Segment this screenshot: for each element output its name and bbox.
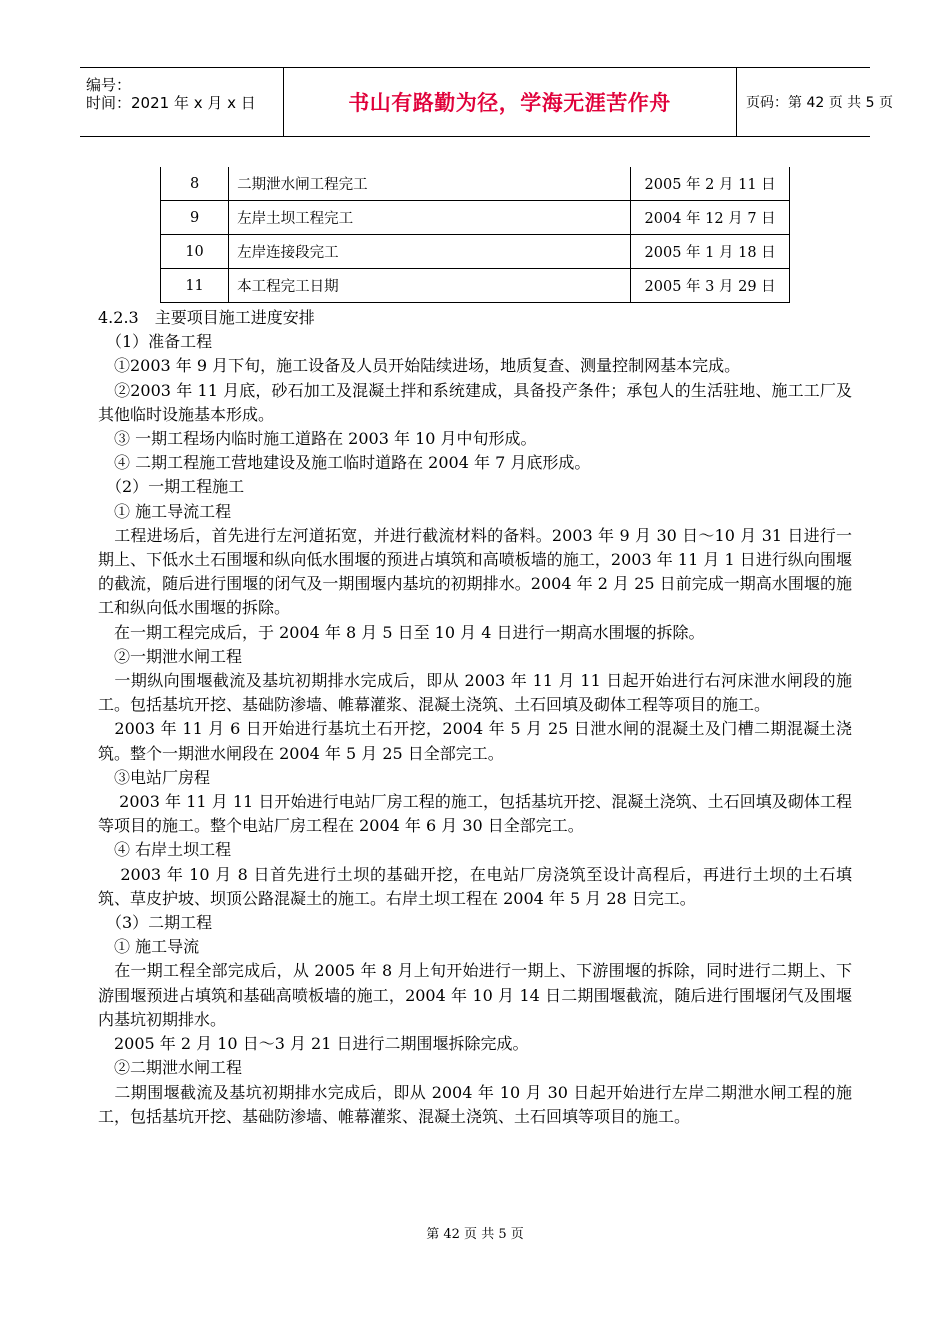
- row-date: 2005 年 1 月 18 日: [631, 235, 790, 269]
- paragraph: 2003 年 10 月 8 日首先进行土坝的基础开挖，在电站厂房浇筑至设计高程后，再进行土坝的土石填筑、草皮护坡、坝顶公路混凝土的施工。右岸土坝工程在 2004 年 5 月 28 日完工。: [98, 864, 852, 908]
- document-number-label: 编号：: [86, 76, 132, 94]
- paragraph: 一期纵向围堰截流及基坑初期排水完成后，即从 2003 年 11 月 11 日起开始进行右河床泄水闸段的施工。包括基坑开挖、基础防渗墙、帷幕灌浆、混凝土浇筑、土石回填及砌体工程等项目的施工。: [98, 671, 852, 715]
- row-number: 8: [161, 167, 229, 201]
- paragraph: 工程进场后，首先进行左河道拓宽，并进行截流材料的备料。2003 年 9 月 30 日～10 月 31 日进行一期上、下低水土石围堰和纵向低水围堰的预进占填筑和高喷板墙的施工，2003 年 11 月 1 日进行纵向围堰的截流，随后进行围堰的闭气及一期围堰内基坑的初期排水。2004 年 2 月 25 日前完成一期高水围堰的施工和纵向低水围堰的拆除。: [98, 525, 852, 618]
- row-milestone: 二期泄水闸工程完工: [229, 167, 631, 201]
- body-text: [98, 306, 852, 1129]
- schedule-table: [160, 167, 790, 303]
- paragraph: 二期围堰截流及基坑初期排水完成后，即从 2004 年 10 月 30 日起开始进行左岸二期泄水闸工程的施工，包括基坑开挖、基础防渗墙、帷幕灌浆、混凝土浇筑、土石回填等项目的施工。: [98, 1082, 852, 1126]
- row-number: 11: [161, 269, 229, 303]
- row-date: 2004 年 12 月 7 日: [631, 201, 790, 235]
- table-row: [161, 167, 790, 201]
- paragraph: ①2003 年 9 月下旬，施工设备及人员开始陆续进场，地质复查、测量控制网基本完成。: [98, 356, 741, 376]
- header-page-info: 页码：第 42 页 共 5 页: [746, 95, 893, 111]
- row-milestone: 左岸土坝工程完工: [229, 201, 631, 235]
- paragraph: 2003 年 11 月 6 日开始进行基坑土石开挖，2004 年 5 月 25 日泄水闸的混凝土及门槽二期混凝土浇筑。整个一期泄水闸段在 2004 年 5 月 25 日全部完工。: [98, 719, 852, 763]
- paragraph: ③ 一期工程场内临时施工道路在 2003 年 10 月中旬形成。: [98, 429, 537, 449]
- row-date: 2005 年 2 月 11 日: [631, 167, 790, 201]
- subsection-heading: （1）准备工程: [98, 332, 213, 352]
- paragraph: 在一期工程完成后，于 2004 年 8 月 5 日至 10 月 4 日进行一期高水围堰的拆除。: [98, 622, 705, 642]
- item-heading: ① 施工导流: [98, 937, 200, 957]
- row-date: 2005 年 3 月 29 日: [631, 269, 790, 303]
- table-row: [161, 235, 790, 269]
- row-milestone: 本工程完工日期: [229, 269, 631, 303]
- header-motto: 书山有路勤为径，学海无涯苦作舟: [283, 68, 737, 136]
- paragraph: 2003 年 11 月 11 日开始进行电站厂房工程的施工，包括基坑开挖、混凝土浇筑、土石回填及砌体工程等项目的施工。整个电站厂房工程在 2004 年 6 月 30 日全部完工。: [98, 792, 852, 836]
- row-number: 10: [161, 235, 229, 269]
- item-heading: ②二期泄水闸工程: [98, 1058, 243, 1078]
- item-heading: ④ 右岸土坝工程: [98, 840, 232, 860]
- paragraph: ②2003 年 11 月底，砂石加工及混凝土拌和系统建成，具备投产条件；承包人的生活驻地、施工工厂及其他临时设施基本形成。: [98, 380, 852, 424]
- subsection-heading: （3）二期工程: [98, 913, 213, 933]
- item-heading: ① 施工导流工程: [98, 501, 232, 521]
- document-date-label: 时间：2021 年 x 月 x 日: [86, 94, 256, 112]
- table-row: [161, 269, 790, 303]
- paragraph: 2005 年 2 月 10 日～3 月 21 日进行二期围堰拆除完成。: [98, 1034, 529, 1054]
- row-number: 9: [161, 201, 229, 235]
- item-heading: ②一期泄水闸工程: [98, 646, 243, 666]
- row-milestone: 左岸连接段完工: [229, 235, 631, 269]
- table-row: [161, 201, 790, 235]
- paragraph: 在一期工程全部完成后，从 2005 年 8 月上旬开始进行一期上、下游围堰的拆除，同时进行二期上、下游围堰预进占填筑和基础高喷板墙的施工，2004 年 10 月 14 日二期围堰截流，随后进行围堰闭气及围堰内基坑初期排水。: [98, 961, 852, 1029]
- item-heading: ③电站厂房程: [98, 767, 211, 787]
- section-heading: 4.2.3 主要项目施工进度安排: [98, 308, 315, 327]
- page-header: [80, 67, 893, 137]
- page-footer: 第 42 页 共 5 页: [426, 1227, 524, 1242]
- subsection-heading: （2）一期工程施工: [98, 477, 245, 497]
- paragraph: ④ 二期工程施工营地建设及施工临时道路在 2004 年 7 月底形成。: [98, 453, 591, 473]
- header-meta: [80, 68, 284, 136]
